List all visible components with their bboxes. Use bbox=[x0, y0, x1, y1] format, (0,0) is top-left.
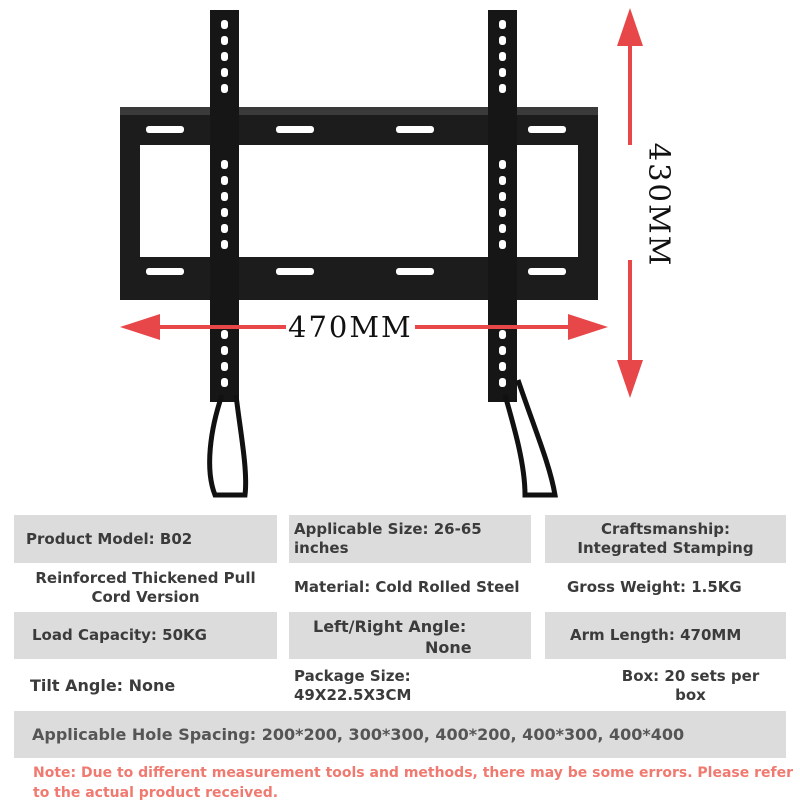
hole-spacing-row bbox=[14, 711, 786, 758]
disclaimer-note: Note: Due to different measurement tools and methods, there may be some errors. Please refer to the actual product received. bbox=[33, 765, 793, 801]
product-model-cell bbox=[14, 515, 277, 563]
tilt-angle-text: Tilt Angle: None bbox=[30, 676, 176, 695]
material-cell bbox=[289, 565, 531, 610]
width-dimension-label: 470MM bbox=[288, 310, 413, 344]
hole-spacing-text: Applicable Hole Spacing: 200*200, 300*300, 400*200, 400*300, 400*400 bbox=[32, 725, 685, 744]
arm-length-cell bbox=[545, 612, 786, 659]
version-cell bbox=[14, 565, 277, 610]
package-size-text: Package Size: 49X22.5X3CM bbox=[294, 666, 412, 704]
left-right-angle-value: None bbox=[425, 638, 472, 657]
height-dimension-label: 430MM bbox=[642, 142, 677, 268]
left-right-angle-label: Left/Right Angle: bbox=[313, 617, 467, 636]
gross-weight-text: Gross Weight: 1.5KG bbox=[567, 578, 742, 596]
left-right-angle-cell bbox=[289, 612, 531, 659]
applicable-size-cell bbox=[289, 515, 531, 563]
package-size-cell bbox=[289, 662, 531, 709]
tilt-angle-cell bbox=[14, 662, 277, 709]
applicable-size-text: Applicable Size: 26-65 inches bbox=[294, 520, 482, 557]
product-model-text: Product Model: B02 bbox=[26, 529, 193, 548]
box-text: Box: 20 sets per box bbox=[621, 666, 760, 704]
arm-length-text: Arm Length: 470MM bbox=[570, 626, 742, 644]
gross-weight-cell bbox=[545, 565, 786, 610]
version-text: Reinforced Thickened Pull Cord Version bbox=[35, 568, 256, 606]
load-capacity-text: Load Capacity: 50KG bbox=[32, 626, 207, 644]
material-text: Material: Cold Rolled Steel bbox=[294, 578, 520, 596]
mount-frame bbox=[120, 107, 598, 300]
craftsmanship-cell bbox=[545, 515, 786, 563]
craftsmanship-text: Craftsmanship: Integrated Stamping bbox=[577, 520, 754, 557]
load-capacity-cell bbox=[14, 612, 277, 659]
box-cell bbox=[545, 662, 786, 709]
